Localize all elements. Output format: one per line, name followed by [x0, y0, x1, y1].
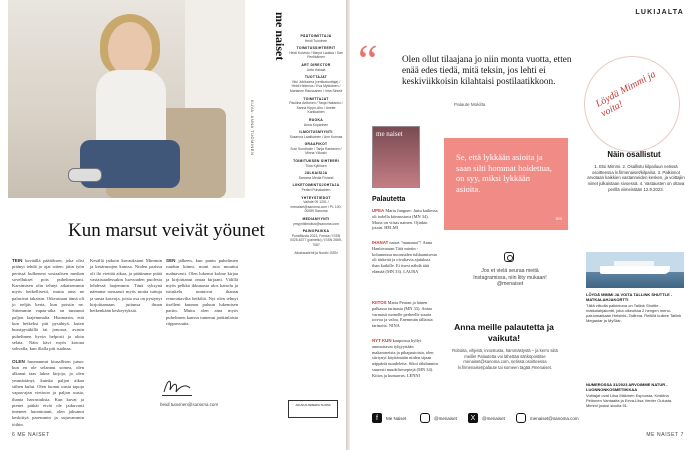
ship-caption: LÖYDÄ MIMMI JA VOITA TALLINK SHUTTLE -MATKALAHJAKORTTI Tällä viikolla palkintona on Tallink Shuttle -matkalahjakortti, joka oikeuttaa 2 hengen meno-paluumatkaan Helsinki–Tallinna. Reitillä kulkee Tallink Megastar ja MyStar. [586, 292, 682, 324]
staff-block: LIIKETOIMINTOJOHTAJA Petteri Puhakainen [292, 183, 340, 193]
staff-block: TOIMITTAJAT Pauliina Anttonen / Tanja Hakanko / Sanna Kippo-Aho / Anette Karkkainen [289, 96, 343, 115]
staff-block: ART DIRECTOR Jutta Hakala [301, 62, 331, 72]
cta-body: Roboita, vihjeitä, innostusta, hämmästystä – ja kerro siitä meille! Palautetta voi lähettää sähköpostitse menaiset@sanoma.com, netissä osoitteessa lv.fi/menaiset/palaute tai someen tägää #menaiset. [452, 348, 558, 370]
right-page [350, 0, 696, 450]
promo-title: Löydä Mimmi ja voita! [594, 68, 658, 120]
facebook-icon: f [372, 413, 382, 423]
pink-tag: mn [555, 216, 562, 222]
column-1 [12, 258, 84, 428]
page-folio: ME NAISET 7 [646, 432, 684, 438]
page-folio: 6 ME NAISET [12, 432, 50, 438]
instagram-icon [420, 413, 430, 423]
staff-list [288, 34, 344, 255]
column-text: jälkeen, kun panin puhelimen ruudun kiinni, moni asia muuttui mahtavasti. Olen lukenut kolme kirjaa ja kirjoittanut omaa kirjaani. Välillä myös pelkkä ikkunasta ulos katselu ja istuskelu tuntuivat ihanan rentouttavilta hetkiltä. Nyt olen tehnyt itselleni kunnon paluun lukemisen pariin. Mutta olen aina myös puhelimen kanssa tuntenut jonkinlaista riippuvuutta. [166, 258, 238, 326]
social-x[interactable]: X @menaiset [468, 412, 505, 424]
staff-block: MEDIAMYYNTI ymyyntiilmoitus@sanoma.com [293, 217, 339, 226]
instagram-icon[interactable] [504, 252, 514, 262]
column-3 [166, 258, 238, 327]
column-lead: OLEN [12, 358, 25, 364]
column-lead: SEN [166, 258, 176, 263]
ship-photo [586, 252, 684, 288]
feedback-item: NYT KUN kaupoissa hyllyt ammottavat tyhjyyttään makaroneista ja pikapastoista, olen siirtynyt käyttämään niiden sijaan näppäriä nuudeleita. Sikoi tähdunniin suuresti nuudelireseptejä (MN 34). Kiitos ja kumarrus. LENNI [372, 338, 438, 378]
promo-steps: 1. Etsi Mimmi. 2. Osallistu kilpailuun netissä osoitteessa lv.fi/menaiset/kilpailut. 3. Palkinnot arvotaan kaikkien vastanneiden kesken, ja voittajiin niinet julkaistaan sivoessä. 4. Vastausten on oltava perillä viimeistään 12.9.2023. [587, 164, 685, 192]
staff-block: JULKAISIJA Sanoma Media Finland [298, 171, 334, 180]
email-icon [516, 413, 526, 423]
page-title: Kun marsut veivät yöunet [68, 220, 265, 241]
feedback-item: KIITOS Maria Peuran ja hänen palkassa tarinasta (MN 33). Antaa varmasti monelle perheelle suurta toivoa ja valoa. Enemmän tällaisia tarinoita. NINA [372, 300, 433, 329]
column-lead: TEIN [12, 258, 23, 263]
aikakausmedia-logo: AIKAKAUSMEDIA SUOMI [288, 400, 338, 418]
left-page [0, 0, 346, 450]
previous-winners: NUMEROSSA 31/2023 ARVOIMME NATUR -LUONNONKOSMETIIKKAA Voittajat ovat Liisa Mäkinen Espoosta, Kristiina Peltonen Vantaalta ja Eeva-Liisa Venter Oulusta. Mimmi jooksi sivulla 51. [586, 382, 673, 409]
signature-email[interactable]: heidi.tuovinen@sanoma.com [160, 402, 219, 407]
signature [162, 376, 192, 396]
social-email[interactable]: menaiset@sanoma.com [516, 412, 579, 424]
pink-quote: Se, että lykkään asioita ja saan silti hommat hoidettua, on syy, miksi lykkään asioita. [456, 152, 552, 194]
pink-quote-box [444, 138, 568, 230]
social-facebook[interactable]: f Me Naiset [372, 412, 406, 424]
social-instagram[interactable]: @menaiset [420, 412, 457, 424]
feedback-item: UPEA Maria Jungner: Juttu kaikessa oli todella kiinnostava (MN 34). Maria on viisas nainen. Ojinkin jotain. HELMI [372, 208, 438, 231]
cta-title: Anna meille palautetta ja vaikuta! [454, 322, 554, 343]
staff-block: ILMOITUSMYYNTI Susanna Laatikainen / Ann Kunnas [289, 130, 343, 139]
staff-block: PAINOPAIKKA PunaMusta 2023, Forssa / ISSN 0025-6377 (painettu) / ISSN 2669-7087 [290, 229, 342, 247]
column-text: Kesällä jatkoin kuvauksiani Mimmin ja kesärunojen kanssa. Niiden parissa oli ilo viettää aikaa, ja päätimme pitää vastaisuudessakin luovuuden puolesta lehdessä laajemmin. Tänä syksynä näemme runsaasti myös muita tuttuja ja uusia kasvoja, joista osa on pystynyt kirjoittamaan juttunsa ilman hetkenkään keskeytyksiä. [90, 258, 162, 314]
staff-block: GRAAFIKOT Suvi Sundholm / Tanja Rantanen / Minna Ylikoski [290, 142, 342, 156]
promo-heading: Näin osallistut [607, 150, 661, 159]
editor-photo [8, 0, 245, 198]
staff-block: YHTEYSTIEDOT Vaihde 09 1201 / menaiset@sanoma.com / PL 100, 00089 Sanoma [290, 195, 342, 214]
staff-block: TOIMITUSSIHTEERIT Heidi Koivisto / Marjut Laukka / Sari Pentikäinen [289, 46, 343, 60]
quote-mark-icon: “ [358, 36, 378, 85]
column-2 [90, 258, 162, 315]
feedback-item: IHANAT naiset "mummot"! Anna Hanhivaaran Tätä mietin -kolumnissa nuoruuden tuhlaamisesta oli tärkeitä ja oivaltavia ajatuksia ihan kaikille. Ei itsesi nähdä tätä elämää (MN 33). LAURA [372, 240, 437, 274]
photo-credit: KUVA: ANNA TUOMINEN [250, 100, 255, 156]
magazine-cover: me naiset [372, 126, 420, 188]
staff-block: Aikakauslehti ja Nordic ISSN [294, 250, 338, 255]
instagram-promo: Jos et vielä seuraa meitä Instagramissa, niin liity mukaan! @menaiset [473, 268, 547, 288]
x-icon: X [468, 413, 478, 423]
staff-block: PÄÄTOIMITTAJA Heidi Tuovinen [300, 34, 332, 43]
reader-quote: Olen ollut tilaajana jo niin monta vuotta, etten enää edes tiedä, mitä teksin, jos lehti ei keskiviikkoisin kilahtaisi postilaatikkoon. [402, 54, 572, 86]
staff-block: RUOKA Anna Kuparinen [303, 117, 329, 127]
column-text: huomannut kiusallisen jutun: kun en ole selannut somea, olen alkanut taas lukea kirjoja, ja olen ymmärtänyt, kuinka paljon aikaa siihen kului. Olen luonut uusia tapoja vapaa-ajan viettoon ja paljon uusia, ihania harrastuksia. Kun kuvat ja pienet pätkät eivät ole jatkuvasti imeneet huomiotani, olen jaksanut keskittyä paremmin ja sujuvammin töihin. [12, 358, 84, 427]
feedback-title: Palautetta [372, 196, 406, 203]
staff-block: TUOTTAJAT Viivi Jokiluoma (verkkotuottaja) / Heidi Helenius / Eva Mykkänen / Marianne Raussanen / Irina Sirkeä [289, 75, 343, 93]
section-label: LUKIJALTA [635, 9, 684, 16]
staff-block: TOIMITUKSEN SIHTEERI Tiina Kyllönen [293, 159, 339, 168]
column-text: keväällä päätöksen, joka olisi pitänyt tehdä jo ajat sitten: jätin työn perässä kulkeneet sosiaalisen median sovellukset pois puhelimestani. Karsimisen olin tehnyt aikaisemmin myös hetkellisesti, mutta aina ne palasivat takaisin. Oikeastaan tämä oli jo neljäs kerta, kun poistin ne. Sittemmin vapaa-aika on tuntunut paljon laajemmalta. Huomasin, että kun hetkeksi piti pysähtyä, kuten bussipysäkillä tai jonossa, avasin puhelimen hyvin helposti ja aloin selata. Näin kävi myös kotona sohvalla, kun illalla piti istahtaa. [12, 258, 84, 352]
quote-author: Palaute Mokilta [454, 102, 486, 107]
brand-vertical: me naiset [273, 12, 287, 61]
